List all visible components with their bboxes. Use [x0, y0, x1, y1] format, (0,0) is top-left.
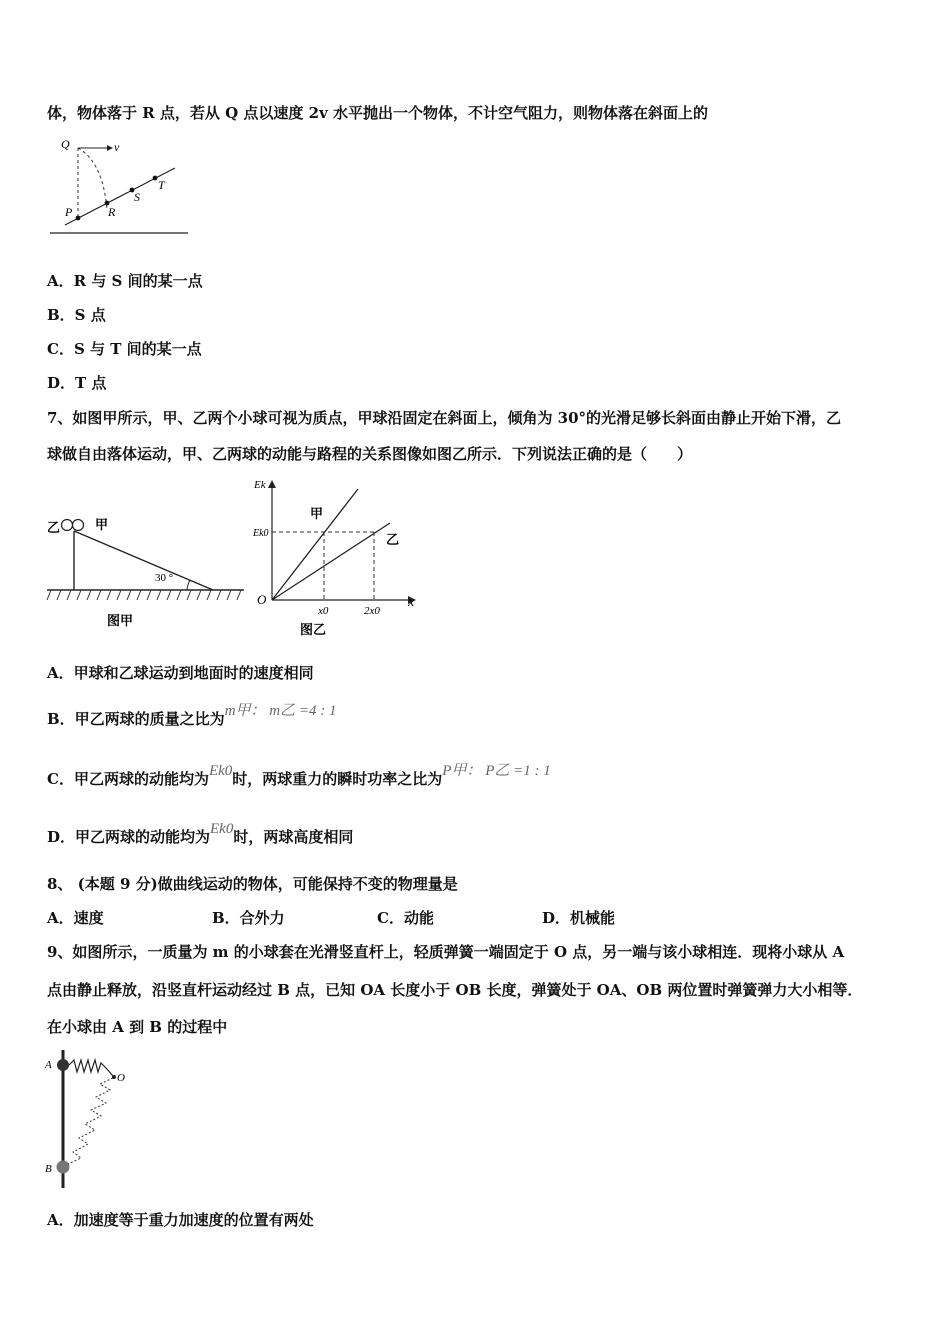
q6-figure [45, 132, 195, 240]
q6-stem: 体，物体落于 R 点，若从 Q 点以速度 2v 水平抛出一个物体，不计空气阻力，则物体落在斜面上的 [47, 104, 709, 122]
q7-fig-b-x-axis: x [408, 595, 415, 610]
q6-label-P: P [65, 205, 73, 219]
q7-fig-a-angle: 30 ° [155, 572, 174, 584]
q7-figure-b [252, 476, 422, 640]
q7-fig-b-x0: x0 [318, 605, 329, 617]
q7-option-b-math: m甲： m乙 =4 : 1 [224, 703, 337, 719]
q7-stem-line2: 球做自由落体运动，甲、乙两球的动能与路程的关系图像如图乙所示．下列说法正确的是（ ） [47, 445, 693, 463]
q6-label-v: v [114, 140, 120, 154]
q7-fig-b-ek0: Ek0 [253, 528, 269, 539]
q7-fig-b-y-axis: Ek [254, 479, 266, 491]
q7-option-c-text1: C．甲乙两球的动能均为 [47, 770, 209, 788]
q7-fig-a-label-jia: 甲 [95, 517, 109, 532]
q7-option-d [47, 821, 354, 847]
q7-fig-b-origin: O [257, 592, 267, 607]
q8-option-b: B．合外力 [212, 909, 285, 927]
q7-figure-a [47, 510, 247, 630]
q9-label-B: B [45, 1163, 52, 1175]
q7-option-c-text2: 时，两球重力的瞬时功率之比为 [232, 770, 443, 788]
q7-option-d-math1: Ek0 [210, 821, 234, 837]
q9-stem-line1: 9、如图所示，一质量为 m 的小球套在光滑竖直杆上，轻质弹簧一端固定于 O 点，另一端与该小球相连．现将小球从 A [47, 943, 845, 961]
q6-option-b: B．S 点 [47, 306, 106, 324]
q7-fig-a-label-yi: 乙 [47, 520, 61, 535]
q6-label-S: S [134, 190, 140, 204]
q7-option-d-text2: 时，两球高度相同 [233, 828, 354, 846]
q6-option-d: D．T 点 [47, 374, 107, 392]
q7-option-c-math1: Ek0 [208, 763, 233, 779]
q8-option-d: D．机械能 [542, 909, 616, 927]
q7-option-b [47, 703, 337, 729]
q8-option-a: A．速度 [47, 909, 104, 927]
q7-fig-b-caption: 图乙 [300, 622, 327, 637]
q7-stem-line1: 7、如图甲所示，甲、乙两个小球可视为质点，甲球沿固定在斜面上，倾角为 30°的光滑足够长斜面由静止开始下滑，乙 [47, 409, 842, 427]
q6-option-c: C．S 与 T 间的某一点 [47, 340, 202, 358]
q7-option-c-math2: P甲： P乙 =1 : 1 [442, 763, 551, 779]
q8-stem: 8、 (本题 9 分)做曲线运动的物体，可能保持不变的物理量是 [47, 875, 458, 893]
q9-label-O: O [117, 1072, 125, 1084]
q6-label-R: R [108, 205, 116, 219]
q6-label-Q: Q [61, 137, 70, 151]
q6-option-a: A．R 与 S 间的某一点 [47, 272, 203, 290]
q9-stem-line2: 点由静止释放，沿竖直杆运动经过 B 点，已知 OA 长度小于 OB 长度，弹簧处于 OA、OB 两位置时弹簧弹力大小相等． [47, 981, 863, 999]
q7-fig-b-2x0: 2x0 [364, 605, 380, 617]
q9-stem-line3: 在小球由 A 到 B 的过程中 [47, 1018, 228, 1036]
q8-option-c: C．动能 [377, 909, 434, 927]
q9-label-A: A [45, 1059, 52, 1071]
q6-label-T: T [158, 178, 165, 192]
q7-option-c [47, 763, 551, 789]
q7-option-b-text: B．甲乙两球的质量之比为 [47, 710, 225, 728]
q7-option-a: A．甲球和乙球运动到地面时的速度相同 [47, 664, 314, 682]
q9-option-a: A．加速度等于重力加速度的位置有两处 [47, 1211, 314, 1229]
q7-option-d-text1: D．甲乙两球的动能均为 [47, 828, 211, 846]
q7-fig-a-caption: 图甲 [107, 613, 134, 628]
q7-fig-b-line-jia: 甲 [310, 506, 324, 521]
q7-fig-b-line-yi: 乙 [386, 532, 400, 547]
q9-figure [44, 1048, 139, 1193]
